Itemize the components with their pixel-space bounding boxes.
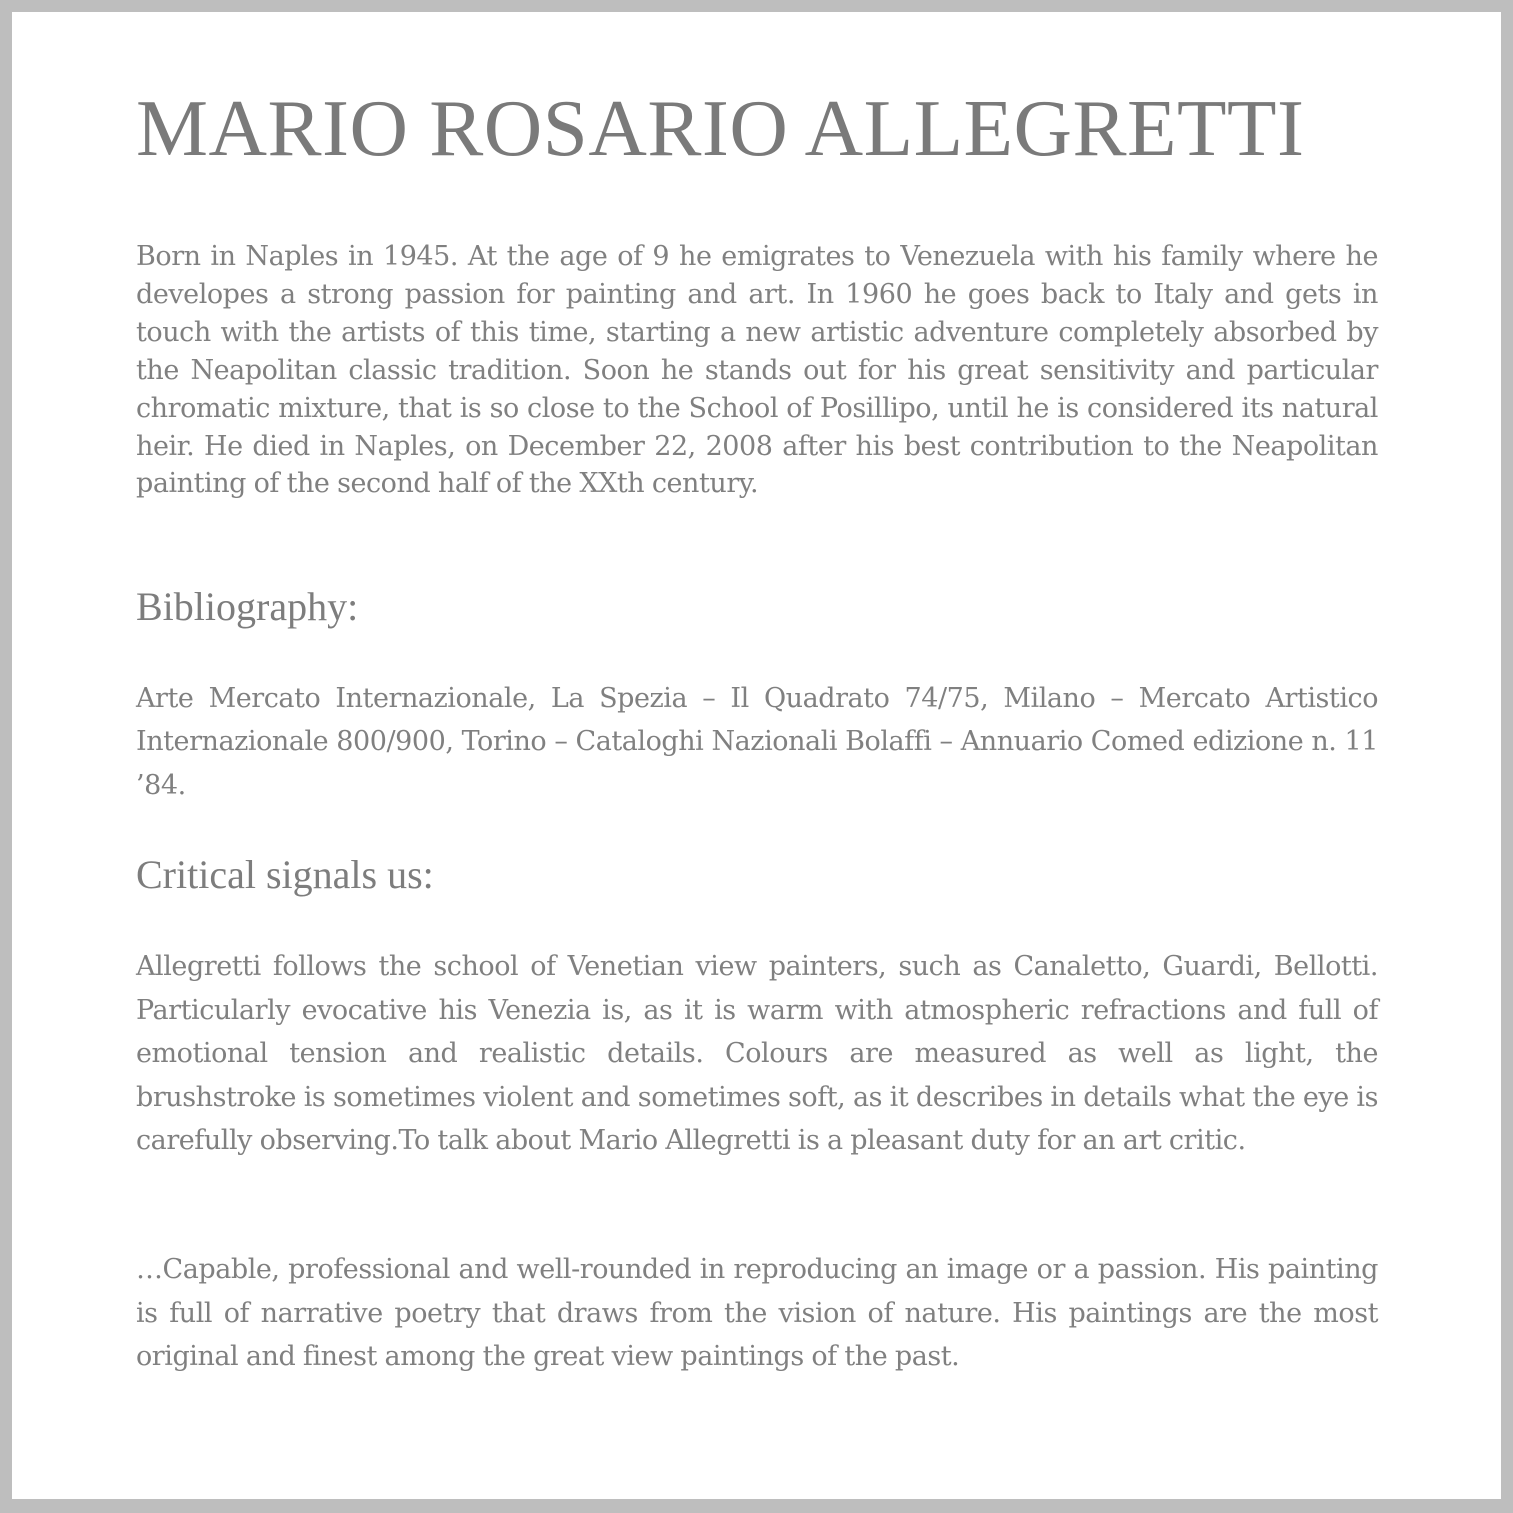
bibliography-paragraph: Arte Mercato Internazionale, La Spezia – Il Quadrato 74/75, Milano – Mercato Artistico Internazionale 800/900, Torino – Cataloghi Nazionali Bolaffi – Annuario Comed edizione n. 11 ’84.	[136, 683, 1378, 801]
bibliography-heading: Bibliography:	[136, 584, 359, 629]
document-page	[12, 12, 1501, 1499]
biography-paragraph: Born in Naples in 1945. At the age of 9 he emigrates to Venezuela with his family where he developes a strong passion for painting and art. In 1960 he goes back to Italy and gets in touch with the artists of this time, starting a new artistic adventure completely absorbed by the Neapolitan classic tradition. Soon he stands out for his great sensitivity and particular chromatic mixture, that is so close to the School of Posillipo, until he is considered its natural heir. He died in Naples, on December 22, 2008 after his best contribution to the Neapolitan painting of the second half of the XXth century.	[136, 241, 1378, 500]
page-title: MARIO ROSARIO ALLEGRETTI	[136, 83, 1305, 173]
critical-paragraph-2: …Capable, professional and well-rounded in reproducing an image or a passion. His painting is full of narrative poetry that draws from the vision of nature. His paintings are the most original and finest among the great view paintings of the past.	[136, 1254, 1378, 1373]
critical-heading: Critical signals us:	[136, 852, 434, 897]
critical-paragraph-1: Allegretti follows the school of Venetian view painters, such as Canaletto, Guardi, Bellotti. Particularly evocative his Venezia is, as it is warm with atmospheric refractions and full of emotional tension and realistic details. Colours are measured as well as light, the brushstroke is sometimes violent and sometimes soft, as it describes in details what the eye is carefully observing.To talk about Mario Allegretti is a pleasant duty for an art critic.	[136, 951, 1378, 1157]
